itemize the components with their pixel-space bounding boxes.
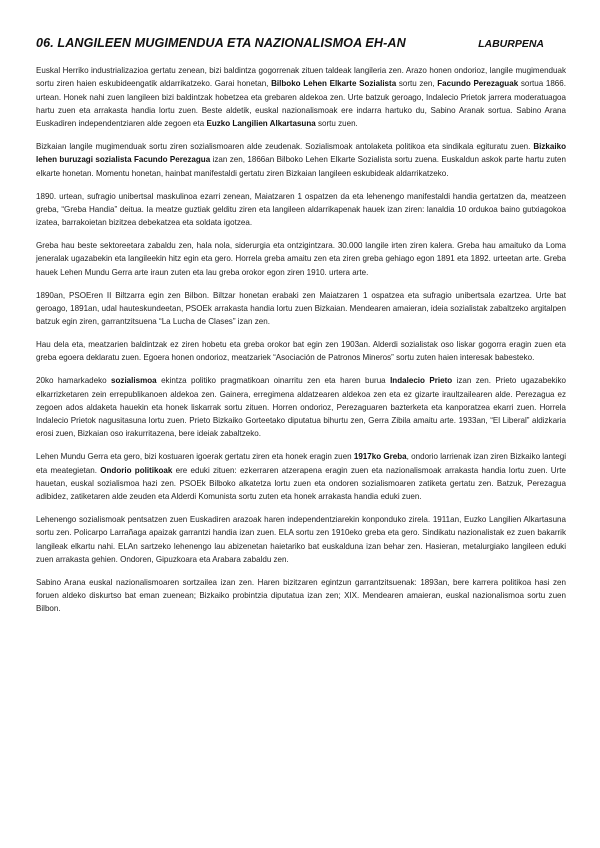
text-run: Lehen Mundu Gerra eta gero, bizi kostuaren igoerak gertatu ziren eta honek eragin zuen bbox=[36, 452, 354, 462]
bold-text-run: Ondorio politikoak bbox=[100, 465, 173, 475]
paragraph-10 bbox=[36, 576, 566, 616]
text-run: izan zen. Prieto ugazabekiko elkarrizketaren zein errepublikanoen aldekoa zen. Gainera, erregimena aldatzearen aldekoa zen eta ez gizarte iraultzailearen alde. Perezagua ez zegoen ados aldaketa hauekin eta honek liskarrak sortu zituen. Horren ondorioz, Perezaguaren bazterketa eta kanporatzea ekarri zuen. Horrela Indalecio Prietok nagusitasuna lortu zuen. Prieto Bizkaiko Gorteetako diputatua bihurtu zen, Gerra Zibila amaitu arte. 1933an, “El Liberal” aldizkaria erosi zuen, Bizkaian oso irakurritazena, bere ideiak zabaltzeko. bbox=[36, 376, 566, 439]
paragraph-4 bbox=[36, 239, 566, 279]
summary-tag: LABURPENA bbox=[478, 38, 544, 50]
paragraph-3 bbox=[36, 190, 566, 230]
text-run: izan zen, 1866an Bilboko Lehen Elkarte Sozialista sortu zuena. Euskaldun askok parte hartu zuten elkarte honetan. Momentu honetan, hainbat manifestaldi gertatu ziren Bizkaian langileen eskubideak aldarrikatzeko. bbox=[36, 155, 566, 178]
text-run: Lehenengo sozialismoak pentsatzen zuen Euskadiren arazoak haren independentziarekin konponduko zirela. 1911an, Euzko Langilien Alkartasuna sortu zen. Policarpo Larrañaga apaizak garrantzi handia izan zuen. ELA sortu zen 1910eko greba eta gero. Sindikatu nazionalistak ez zuen bakarrik langileak elkartu nahi. ELAn sartzeko lehenengo lau abizenetan haietariko bat euskalduna izan behar zen. Hasieran, metalurgiako langileen eduki zuen arrakasta gehien. Ondoren, Gipuzkoara eta Arabara zabaldu zen. bbox=[36, 515, 566, 564]
paragraph-6 bbox=[36, 338, 566, 365]
bold-text-run: Indalecio Prieto bbox=[390, 376, 453, 386]
paragraph-1 bbox=[36, 64, 566, 130]
bold-text-run: Bilboko Lehen Elkarte Sozialista bbox=[271, 79, 397, 89]
bold-text-run: 1917ko Greba bbox=[353, 452, 407, 462]
document-body bbox=[36, 64, 566, 616]
text-run: sortu zen, bbox=[396, 79, 438, 89]
text-run: Hau dela eta, meatzarien baldintzak ez ziren hobetu eta greba orokor bat egin zen 1903an. Alderdi sozialistak oso liskar gogorra eragin zuen eta greba egoera deklaratu zuen. Egoera honen ondorioz, meatzariek “Asociación de Patronos Mineros” sortu zuten haien interesak babesteko. bbox=[36, 340, 566, 363]
text-run: sortu zuen. bbox=[315, 119, 358, 129]
text-run: ekintza politiko pragmatikoan oinarritu zen eta haren burua bbox=[156, 376, 391, 386]
bold-text-run: sozialismoa bbox=[111, 376, 157, 386]
text-run: sortua 1866. urtean. Honek nahi zuen langileen bizi baldintzak hobetzea eta grebaren aldekoa zen. Urte batzuk geroago, Indalecio Prietok jarrera moderatuagoa hartu zuen eta arrakasta handia lortu zuen. Beste aldetik, euskal nazionalismoak ere indarra hartuko du, Sabino Aranak sortua. Sabino Arana Euskadiren independentziaren alde zegoen eta bbox=[36, 79, 566, 129]
paragraph-7 bbox=[36, 374, 566, 440]
bold-text-run: Euzko Langilien Alkartasuna bbox=[206, 119, 316, 129]
page-header bbox=[36, 36, 566, 50]
text-run: Sabino Arana euskal nazionalismoaren sortzailea izan zen. Haren bizitzaren egintzun garrantzitsuenak: 1893an, bere karrera politikoa hasi zen foruen aldeko diskurtso bat eman zuenean; Bizkaiko probintzia diputatua izan zen; XIX. Mendearen amaieran, euskal nazionalismoa sortu zuen Bilbon. bbox=[36, 577, 566, 614]
text-run: , ondorio larrienak izan ziren Bizkaiko lantegi eta meategietan. bbox=[36, 452, 567, 475]
text-run: 1890an, PSOEren II Biltzarra egin zen Bilbon. Biltzar honetan erabaki zen Maiatzaren 1 ospatzea eta sufragio unibertsala ezartzea. Urte bat geroago, 1891an, udal hauteskundeetan, PSOEk arrakasta handia lortu zuen Bizkaian. Mendearen amaieran, ideia sozialistak zabaltzeko argitalpen batzuk egin ziren, garrantzitsuena “La Lucha de Clases” izan zen. bbox=[36, 290, 566, 327]
paragraph-8 bbox=[36, 450, 566, 503]
bold-text-run: Facundo Perezaguak bbox=[437, 79, 519, 89]
text-run: Bizkaian langile mugimenduak sortu ziren sozialismoaren alde zeudenak. Sozialismoak antolaketa politikoa eta sindikala egituratu zuen. bbox=[36, 142, 534, 152]
text-run: ere eduki zituen: ezkerraren atzerapena eragin zuen eta nazionalismoak arrakasta handia lortu zuen. Urte hauetan, euskal sozialismoa hazi zen. PSOEk Bilboko alkatetza lortu zuen eta ondoren sozialismoaren zatiketa gertatu zen. Batzuk, Perezagua adibidez, zatiketaren alde zeuden eta Alderdi Komunista sortu zuten eta honek arrakasta handia eduki zuen. bbox=[36, 465, 566, 502]
paragraph-5 bbox=[36, 289, 566, 329]
text-run: Euskal Herriko industrializazioa gertatu zenean, bizi baldintza gogorrenak zituen taldeak langileria zen. Arazo honen ondorioz, langile mugimenduak sortu ziren haien eskubideengatik aldarrikatzeko. Garai honetan, bbox=[36, 66, 566, 89]
paragraph-2 bbox=[36, 140, 566, 180]
text-run: Greba hau beste sektoreetara zabaldu zen, hala nola, siderurgia eta ontzigintzara. 30.000 langile irten ziren kalera. Greba hau amaituko da Loma jeneralak ugazabekin eta langileekin hitz egin eta gero. Horrela greba amaitu zen eta ziren greba gehiago egon 1891 eta 1892. urteetan arte. Greba hauek Lehen Mundu Gerra arte iraun zuten eta lau greba orokor egon ziren 1910. urtera arte. bbox=[36, 241, 566, 277]
page-title: 06. LANGILEEN MUGIMENDUA ETA NAZIONALISMOA EH-AN bbox=[36, 36, 406, 50]
text-run: 20ko hamarkadeko bbox=[36, 376, 112, 386]
paragraph-9 bbox=[36, 513, 566, 566]
bold-text-run: Bizkaiko lehen buruzagi sozialista Facundo Perezagua bbox=[36, 142, 566, 165]
text-run: 1890. urtean, sufragio unibertsal maskulinoa ezarri zenean, Maiatzaren 1 ospatzen da eta lehenengo manifestaldi handia gertatzen da, meatzeen greba, “Greba Handia” deitua. Ia meatze guztiak gelditu ziren eta langileen aldarrikapenak hauek izan ziren: lanaldia 10 ordukoa baino gutxiagokoa izatea, barrakoietan bizitzea debekatzea eta soldata igotzea. bbox=[36, 191, 566, 228]
